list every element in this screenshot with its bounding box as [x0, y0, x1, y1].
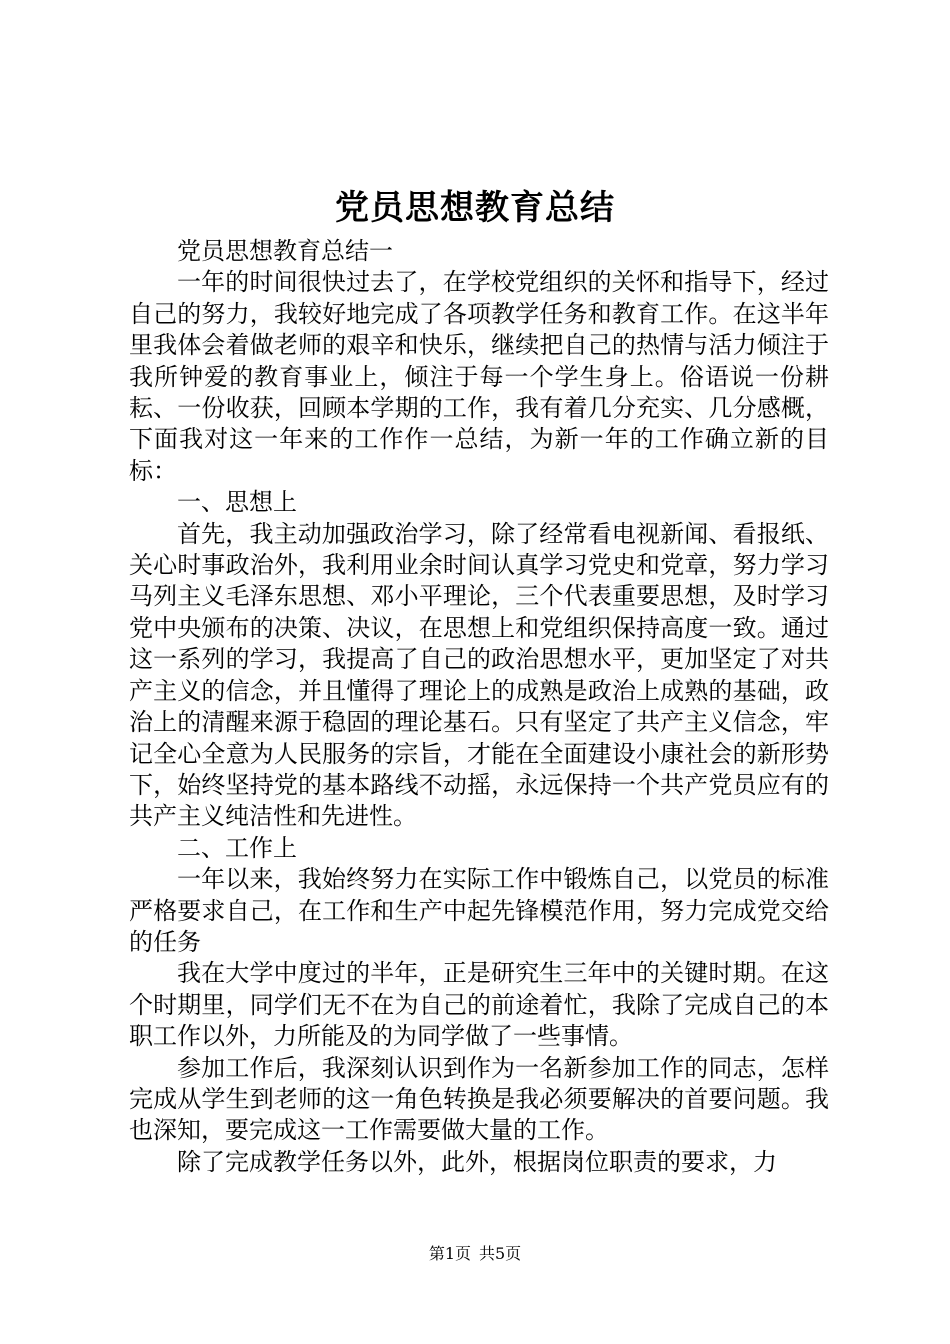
paragraph-thought: 首先，我主动加强政治学习，除了经常看电视新闻、看报纸、关心时事政治外，我利用业余时间认真学习党史和党章，努力学习马列主义毛泽东思想、邓小平理论，三个代表重要思想，及时学习党中央颁布的决策、决议，在思想上和党组织保持高度一致。通过这一系列的学习，我提高了自己的政治思想水平，更加坚定了对共产主义的信念，并且懂得了理论上的成熟是政治上成熟的基础，政治上的清醒来源于稳固的理论基石。只有坚定了共产主义信念，牢记全心全意为人民服务的宗旨，才能在全面建设小康社会的新形势下，始终坚持党的基本路线不动摇，永远保持一个共产党员应有的共产主义纯洁性和先进性。	[129, 519, 829, 831]
paragraph-work-3: 参加工作后，我深刻认识到作为一名新参加工作的同志，怎样完成从学生到老师的这一角色转换是我必须要解决的首要问题。我也深知，要完成这一工作需要做大量的工作。	[129, 1053, 829, 1145]
paragraph-work-1: 一年以来，我始终努力在实际工作中锻炼自己，以党员的标准严格要求自己，在工作和生产中起先锋模范作用，努力完成党交给的任务	[129, 865, 829, 956]
document-title: 党员思想教育总结	[335, 188, 615, 228]
section-heading-work: 二、工作上	[177, 833, 297, 862]
page-number: 第1页	[428, 1244, 471, 1263]
page-total: 共5页	[479, 1244, 522, 1263]
section-heading-thought: 一、思想上	[177, 488, 297, 517]
paragraph-work-4: 除了完成教学任务以外，此外，根据岗位职责的要求，力	[177, 1147, 777, 1176]
paragraph-intro: 一年的时间很快过去了，在学校党组织的关怀和指导下，经过自己的努力，我较好地完成了各项教学任务和教育工作。在这半年里我体会着做老师的艰辛和快乐，继续把自己的热情与活力倾注于我所钟爱的教育事业上，倾注于每一个学生身上。俗语说一份耕耘、一份收获，回顾本学期的工作，我有着几分充实、几分感概，下面我对这一年来的工作作一总结，为新一年的工作确立新的目标：	[129, 268, 829, 485]
paragraph-subtitle: 党员思想教育总结一	[177, 237, 393, 265]
document-body	[129, 236, 829, 1178]
page-footer	[0, 1243, 950, 1265]
paragraph-work-2: 我在大学中度过的半年，正是研究生三年中的关键时期。在这个时期里，同学们无不在为自己的前途着忙，我除了完成自己的本职工作以外，力所能及的为同学做了一些事情。	[129, 959, 829, 1051]
